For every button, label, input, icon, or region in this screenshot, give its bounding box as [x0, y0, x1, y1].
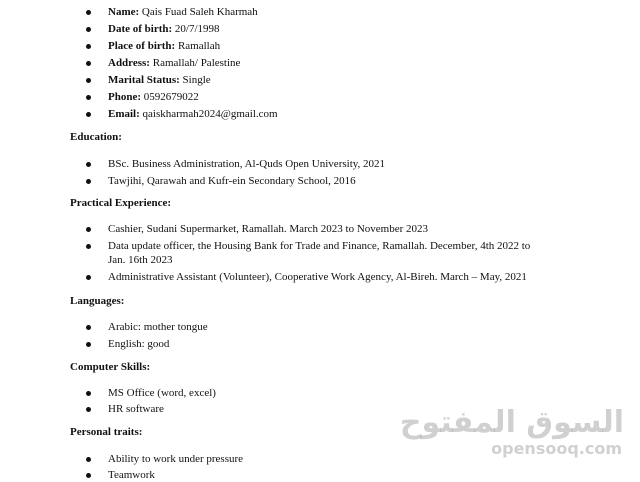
education-heading: Education:	[70, 131, 122, 143]
personal-traits-heading: Personal traits:	[70, 426, 143, 438]
bullet	[86, 78, 91, 83]
bullet	[86, 61, 91, 66]
bullet	[86, 227, 91, 232]
address-line	[108, 57, 240, 70]
bullet	[86, 179, 91, 184]
bullet	[86, 325, 91, 330]
language-item: English: good	[108, 338, 170, 350]
bullet	[86, 391, 91, 396]
name-label: Name:	[108, 6, 140, 18]
dob-label: Date of birth:	[108, 23, 173, 35]
marital-value: Single	[182, 74, 211, 86]
computer-skill-item: HR software	[108, 403, 164, 415]
trait-item: Ability to work under pressure	[108, 453, 244, 465]
bullet	[86, 44, 91, 49]
pob-line	[108, 40, 220, 53]
experience-item-continued: Jan. 16th 2023	[108, 254, 173, 266]
experience-heading: Practical Experience:	[70, 197, 172, 209]
bullet	[86, 275, 91, 280]
dob-value: 20/7/1998	[174, 23, 220, 35]
phone-line	[108, 91, 199, 104]
dob-line	[108, 23, 220, 36]
experience-item: Administrative Assistant (Volunteer), Cooperative Work Agency, Al-Bireh. March – May, 2021	[108, 271, 527, 283]
computer-skill-item: MS Office (word, excel)	[108, 387, 216, 399]
computer-skills-heading: Computer Skills:	[70, 361, 151, 373]
bullet	[86, 10, 91, 15]
bullet	[86, 27, 91, 32]
bullet	[86, 95, 91, 100]
bullet	[86, 457, 91, 462]
bullet	[86, 112, 91, 117]
email-value: qaiskharmah2024@gmail.com	[142, 108, 278, 120]
pob-label: Place of birth:	[108, 40, 176, 52]
bullet	[86, 407, 91, 412]
name-value: Qais Fuad Saleh Kharmah	[141, 6, 258, 18]
phone-label: Phone:	[108, 91, 141, 103]
watermark-english: opensooq.com	[491, 439, 622, 458]
marital-line	[108, 74, 211, 87]
experience-item: Cashier, Sudani Supermarket, Ramallah. March 2023 to November 2023	[108, 223, 429, 235]
languages-heading: Languages:	[70, 295, 125, 307]
email-label: Email:	[108, 108, 140, 120]
education-item: Tawjihi, Qarawah and Kufr-ein Secondary School, 2016	[108, 175, 356, 187]
experience-item: Data update officer, the Housing Bank for Trade and Finance, Ramallah. December, 4th 2022 to	[108, 240, 531, 252]
marital-label: Marital Status:	[108, 74, 180, 86]
bullet	[86, 244, 91, 249]
watermark-arabic: السوق المفتوح	[399, 405, 624, 440]
bullet	[86, 473, 91, 478]
education-item: BSc. Business Administration, Al-Quds Open University, 2021	[108, 158, 386, 170]
language-item: Arabic: mother tongue	[108, 321, 208, 333]
bullet	[86, 162, 91, 167]
email-line	[108, 108, 278, 121]
pob-value: Ramallah	[177, 40, 221, 52]
bullet	[86, 342, 91, 347]
phone-value: 0592679022	[143, 91, 199, 103]
opensooq-watermark	[399, 405, 628, 465]
address-value: Ramallah/ Palestine	[152, 57, 241, 69]
name-line	[108, 6, 258, 19]
trait-item: Teamwork	[108, 469, 155, 481]
address-label: Address:	[108, 57, 150, 69]
